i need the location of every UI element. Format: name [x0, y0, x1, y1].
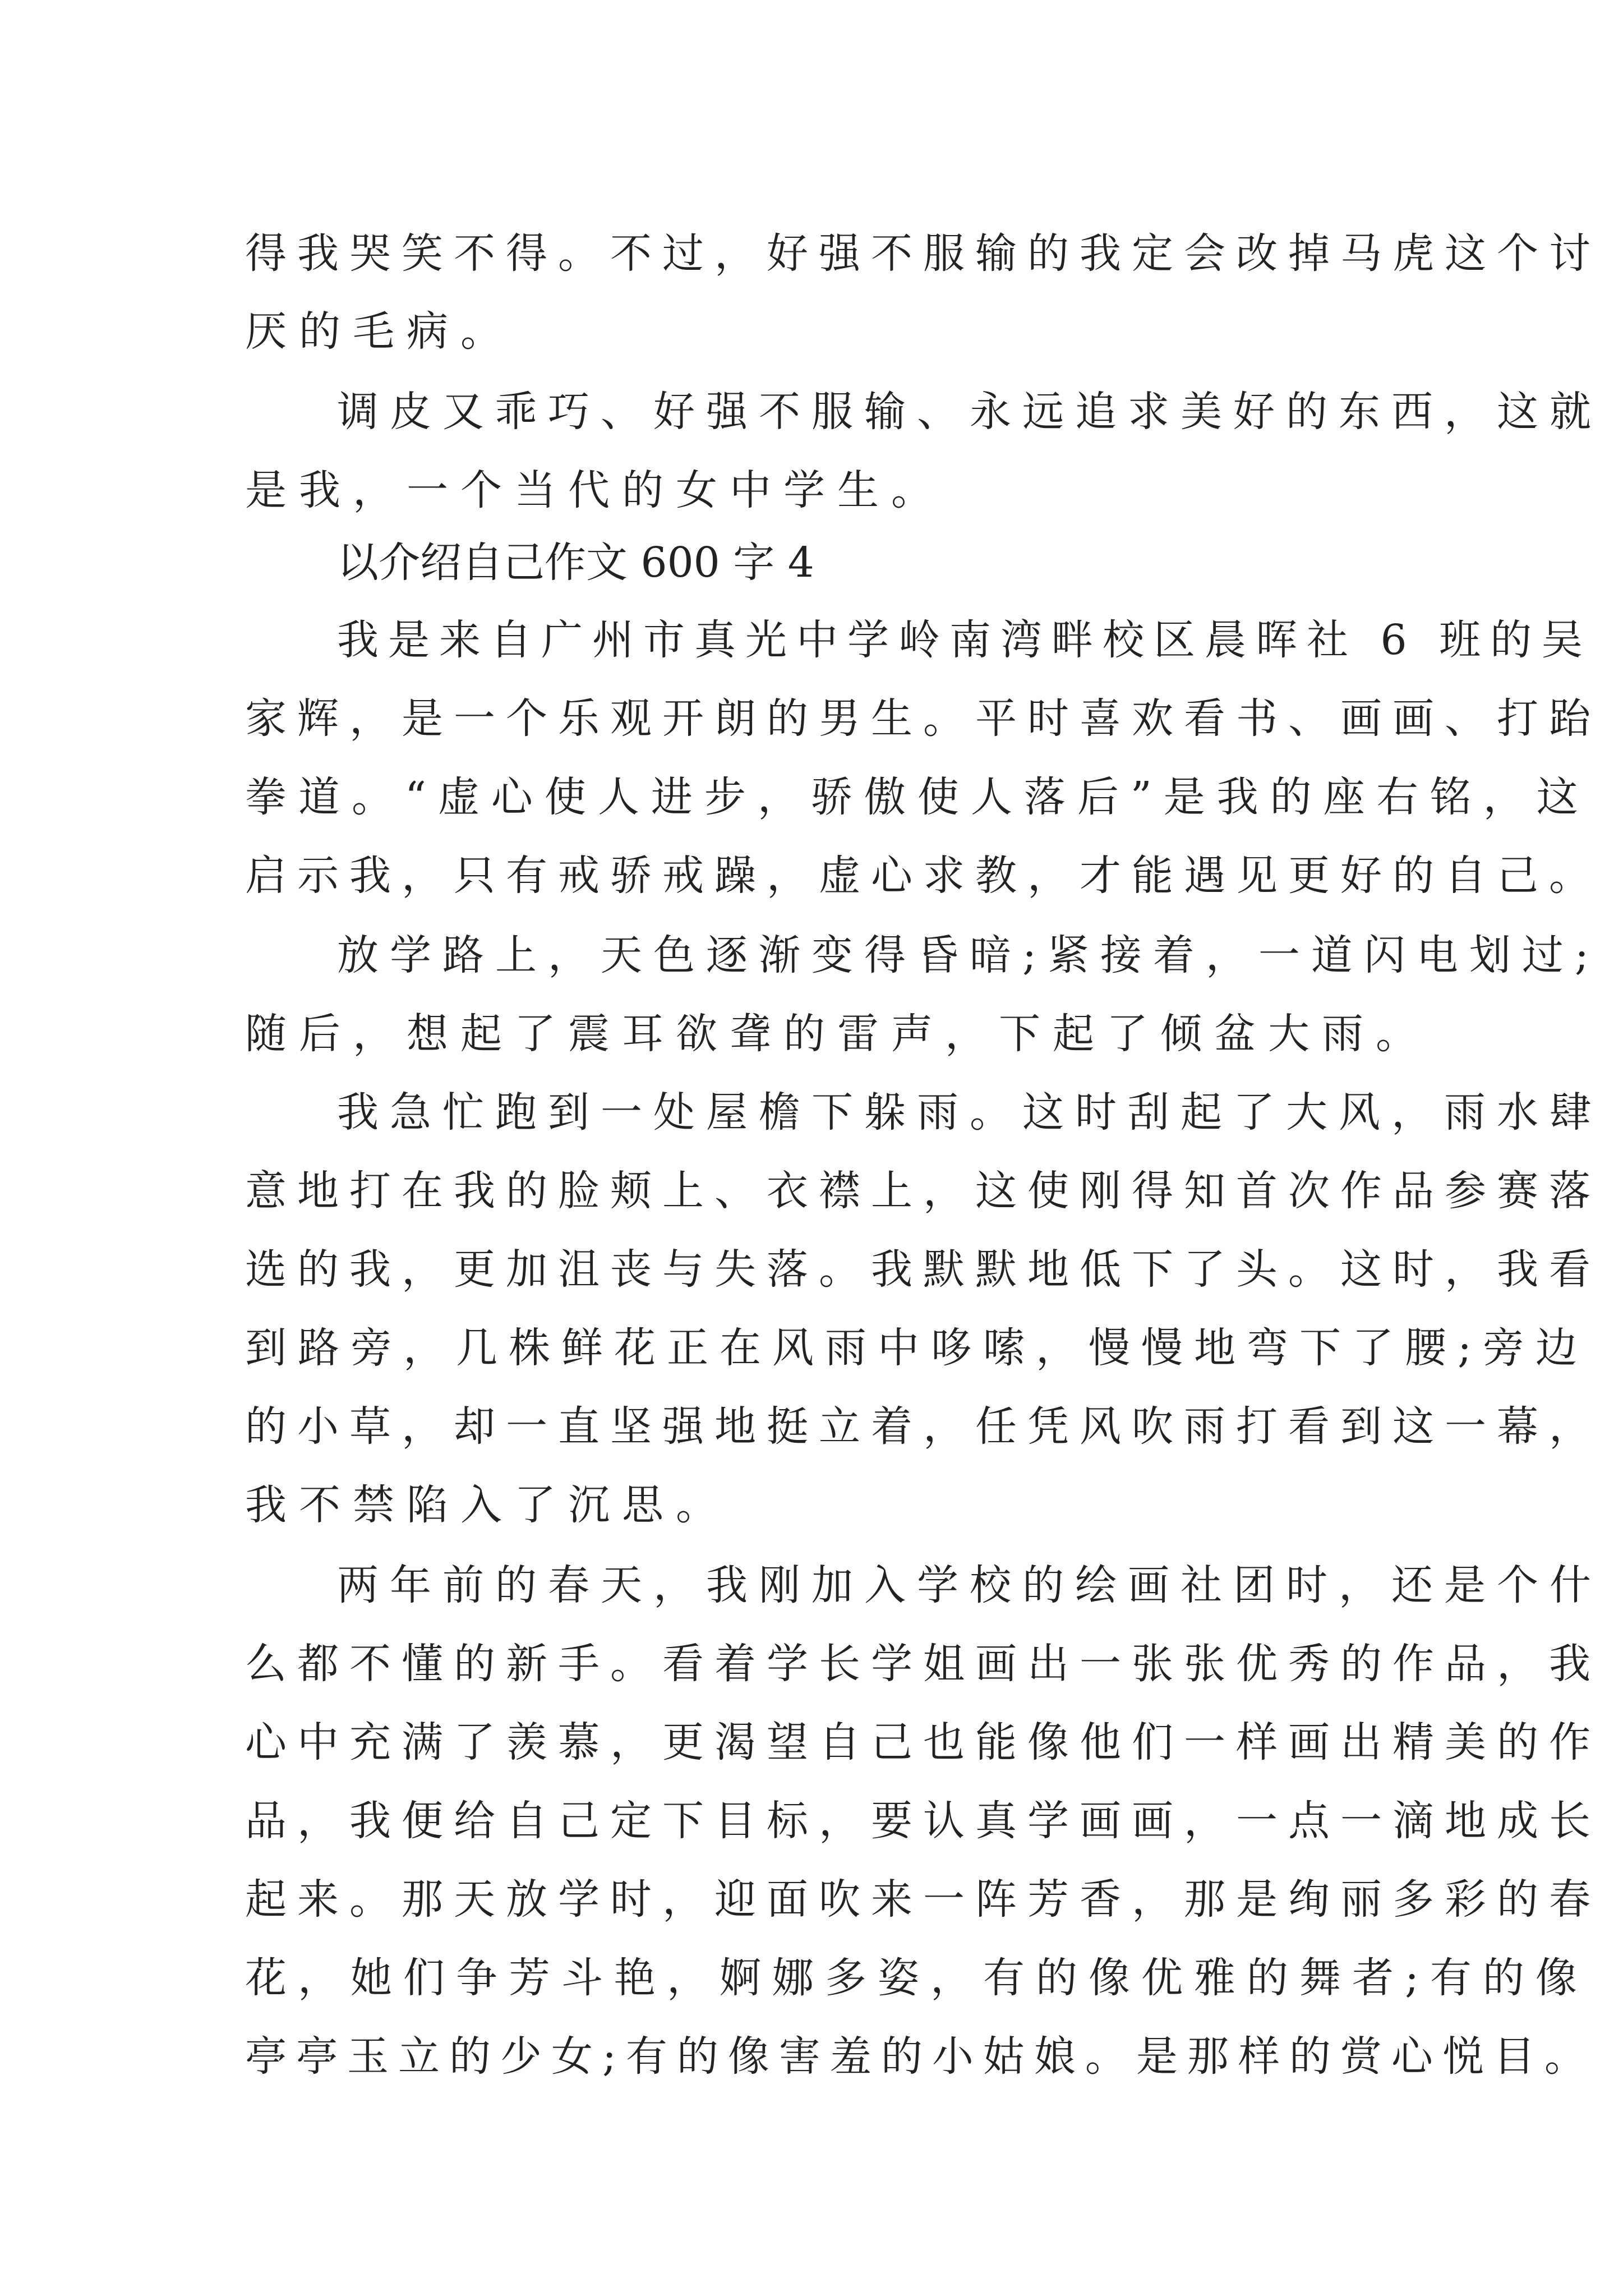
paragraph-first-line: 两年前的春天，我刚加入学校的绘画社团时，还是个什: [337, 1561, 1602, 1609]
text-line: 随后，想起了震耳欲聋的雷声，下起了倾盆大雨。: [245, 1010, 1430, 1058]
text-line: 启示我，只有戒骄戒躁，虚心求教，才能遇见更好的自己。: [245, 852, 1601, 900]
text-line: 拳道。“虚心使人进步，骄傲使人落后”是我的座右铭，这: [245, 773, 1590, 821]
text-line: 是我，一个当代的女中学生。: [245, 466, 945, 514]
paragraph-first-line: 放学路上，天色逐渐变得昏暗;紧接着，一道闪电划过;: [337, 931, 1600, 979]
text-line: 我不禁陷入了沉思。: [245, 1481, 730, 1529]
text-line: 花，她们争芳斗艳，婀娜多姿，有的像优雅的舞者;有的像: [245, 1954, 1588, 2002]
text-line: 起来。那天放学时，迎面吹来一阵芳香，那是绚丽多彩的春: [245, 1875, 1601, 1924]
paragraph-first-line: 我急忙跑到一处屋檐下躲雨。这时刮起了大风，雨水肆: [337, 1088, 1602, 1137]
text-line: 家辉，是一个乐观开朗的男生。平时喜欢看书、画画、打跆: [245, 694, 1601, 743]
text-line: 意地打在我的脸颊上、衣襟上，这使刚得知首次作品参赛落: [245, 1167, 1601, 1215]
text-line: 厌的毛病。: [245, 307, 514, 356]
section-heading: 以介绍自己作文 600 字 4: [337, 539, 814, 587]
text-line: 的小草，却一直坚强地挺立着，任凭风吹雨打看到这一幕，: [245, 1402, 1601, 1451]
paragraph-first-line: 我是来自广州市真光中学岭南湾畔校区晨晖社 6 班的吴: [337, 616, 1593, 664]
text-line: 亭亭玉立的少女;有的像害羞的小姑娘。是那样的赏心悦目。: [245, 2032, 1596, 2081]
text-line: 选的我，更加沮丧与失落。我默默地低下了头。这时，我看: [245, 1245, 1601, 1294]
text-line: 到路旁，几株鲜花正在风雨中哆嗦，慢慢地弯下了腰;旁边: [245, 1324, 1588, 1372]
text-line: 么都不懂的新手。看着学长学姐画出一张张优秀的作品，我: [245, 1640, 1601, 1688]
text-line: 心中充满了羡慕，更渴望自己也能像他们一样画出精美的作: [245, 1718, 1601, 1766]
paragraph-first-line: 调皮又乖巧、好强不服输、永远追求美好的东西，这就: [337, 388, 1602, 436]
text-line: 得我哭笑不得。不过，好强不服输的我定会改掉马虎这个讨: [245, 229, 1601, 278]
text-line: 品，我便给自己定下目标，要认真学画画，一点一滴地成长: [245, 1797, 1601, 1845]
